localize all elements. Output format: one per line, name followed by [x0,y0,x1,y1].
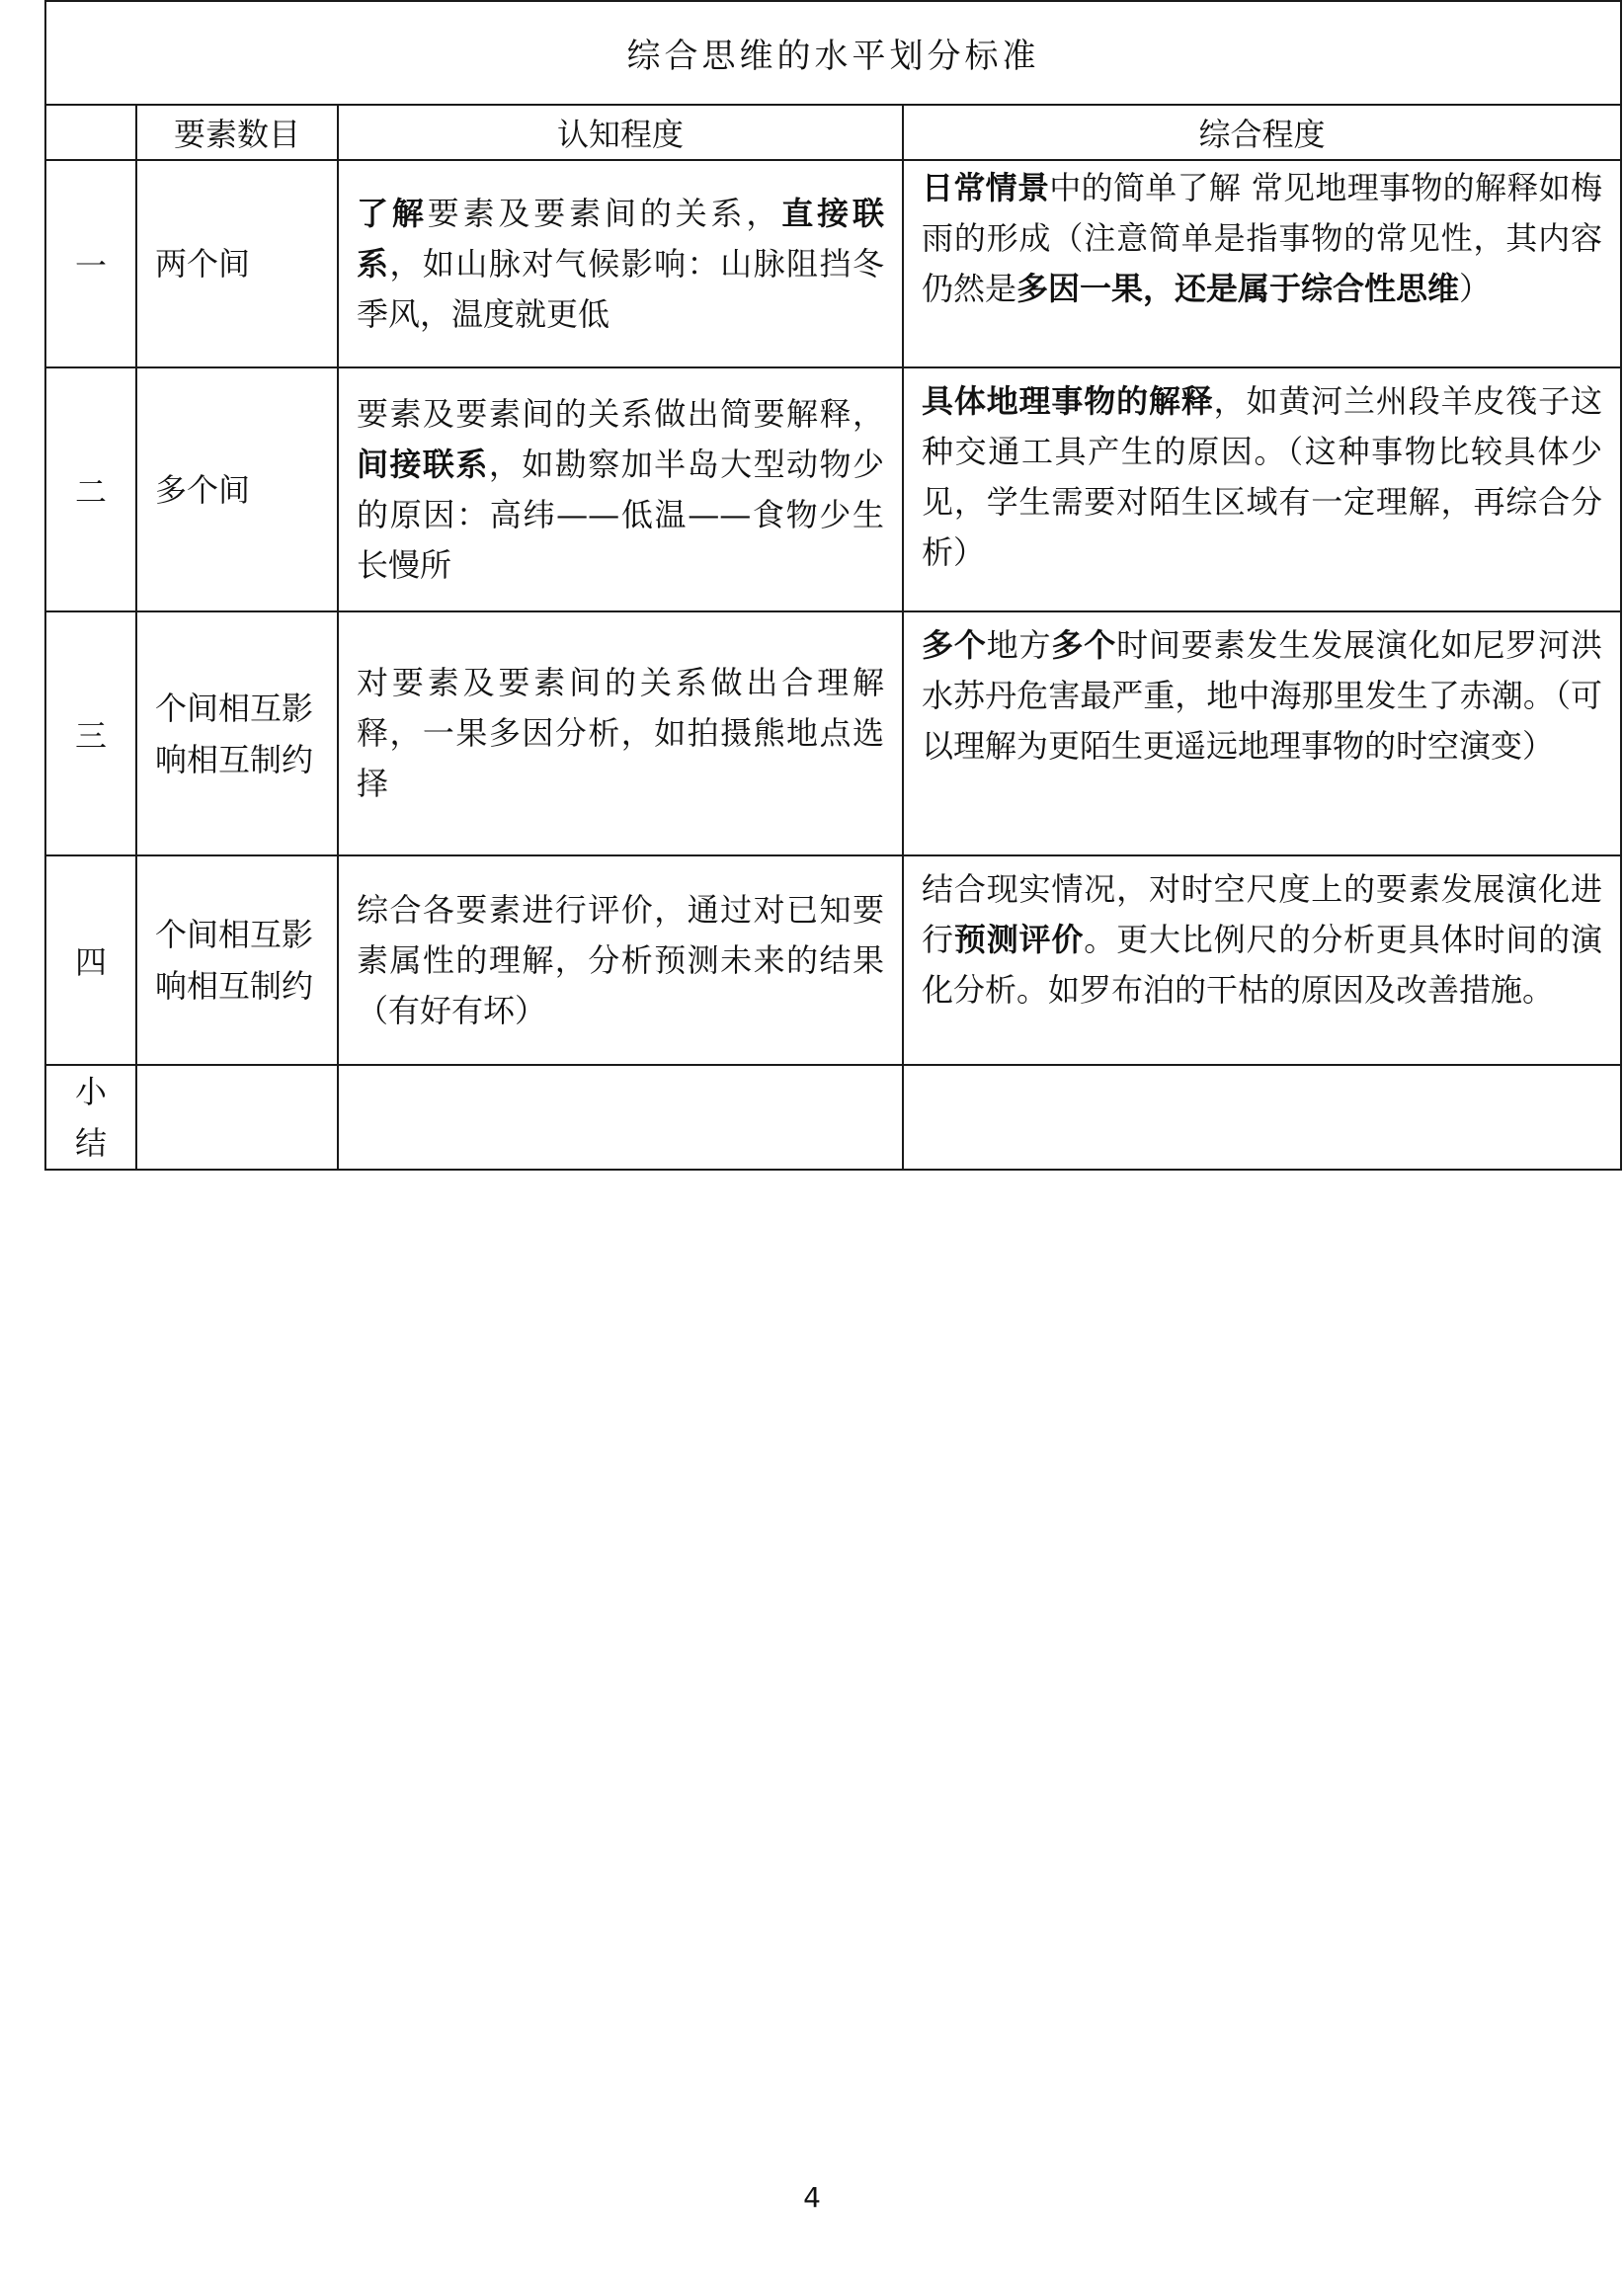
summary-cognition-cell [338,1065,903,1170]
cell-text: 时间要素发生发展演化如尼罗河洪水苏丹危害最严重，地中海那里发生了赤潮。（可以理解为更陌生更遥远地理事物的时空演变） [922,626,1602,765]
synthesis-cell [903,367,1621,611]
bold-text: 日常情景 [922,169,1050,206]
bold-text: 间接联系 [357,445,489,483]
bold-text: 具体地理事物的解释 [922,382,1214,420]
element-count-cell: 个间相互影响相互制约 [136,611,338,855]
page-number: 4 [803,2181,821,2214]
header-element-count: 要素数目 [136,105,338,160]
table-row [45,855,1621,1065]
bold-text: 预测评价 [953,921,1085,958]
cell-text: 结合现实情况，对时空尺度上的要素发展演化进行 [922,870,1602,958]
table-title-row [45,1,1621,105]
level-cell: 一 [45,160,136,367]
synthesis-cell [903,160,1621,367]
bold-text: 了解 [357,194,428,232]
cognition-cell [338,160,903,367]
cognition-cell [338,367,903,611]
summary-label-text: 小结 [74,1073,107,1162]
summary-element-count-cell [136,1065,338,1170]
cell-text: 要素及要素间的关系， [427,194,782,232]
header-level [45,105,136,160]
cell-text: 要素及要素间的关系做出简要解释， [357,394,884,433]
bold-text: 多个 [922,626,987,664]
cell-text: ，如勘察加半岛大型动物少的原因：高纬——低温——食物少生长慢所 [357,445,884,584]
header-synthesis: 综合程度 [903,105,1621,160]
cognition-cell: 综合各要素进行评价，通过对已知要素属性的理解，分析预测未来的结果（有好有坏） [338,855,903,1065]
table-row [45,611,1621,855]
element-count-cell: 个间相互影响相互制约 [136,855,338,1065]
table-title: 综合思维的水平划分标准 [45,1,1621,105]
synthesis-cell [903,611,1621,855]
cell-text: 。更大比例尺的分析更具体时间的演化分析。如罗布泊的干枯的原因及改善措施。 [922,921,1602,1009]
cell-text: ） [1459,270,1492,307]
header-cognition: 认知程度 [338,105,903,160]
leveling-standard-table [44,0,1622,1171]
cell-text: 地方 [986,626,1052,664]
level-cell: 四 [45,855,136,1065]
summary-label [45,1065,136,1170]
element-count-cell: 多个间 [136,367,338,611]
bold-text: 多个 [1051,626,1117,664]
cell-text: ，如黄河兰州段羊皮筏子这种交通工具产生的原因。（这种事物比较具体少见，学生需要对陌生区域有一定理解，再综合分析） [922,382,1602,571]
table-row [45,160,1621,367]
element-count-cell: 两个间 [136,160,338,367]
level-cell: 三 [45,611,136,855]
cell-text: 中的简单了解 常见地理事物的解释如梅雨的形成（注意简单是指事物的常见性，其内容仍然是 [922,169,1602,307]
table-row [45,367,1621,611]
synthesis-cell [903,855,1621,1065]
cell-text: ，如山脉对气候影响：山脉阻挡冬季风，温度就更低 [357,244,884,333]
summary-synthesis-cell [903,1065,1621,1170]
level-cell: 二 [45,367,136,611]
cognition-cell: 对要素及要素间的关系做出合理解释，一果多因分析，如拍摄熊地点选择 [338,611,903,855]
bold-text: 直接联系 [357,194,884,283]
table-header-row [45,105,1621,160]
bold-text: 多因一果，还是属于综合性思维 [1016,270,1460,307]
summary-row [45,1065,1621,1170]
